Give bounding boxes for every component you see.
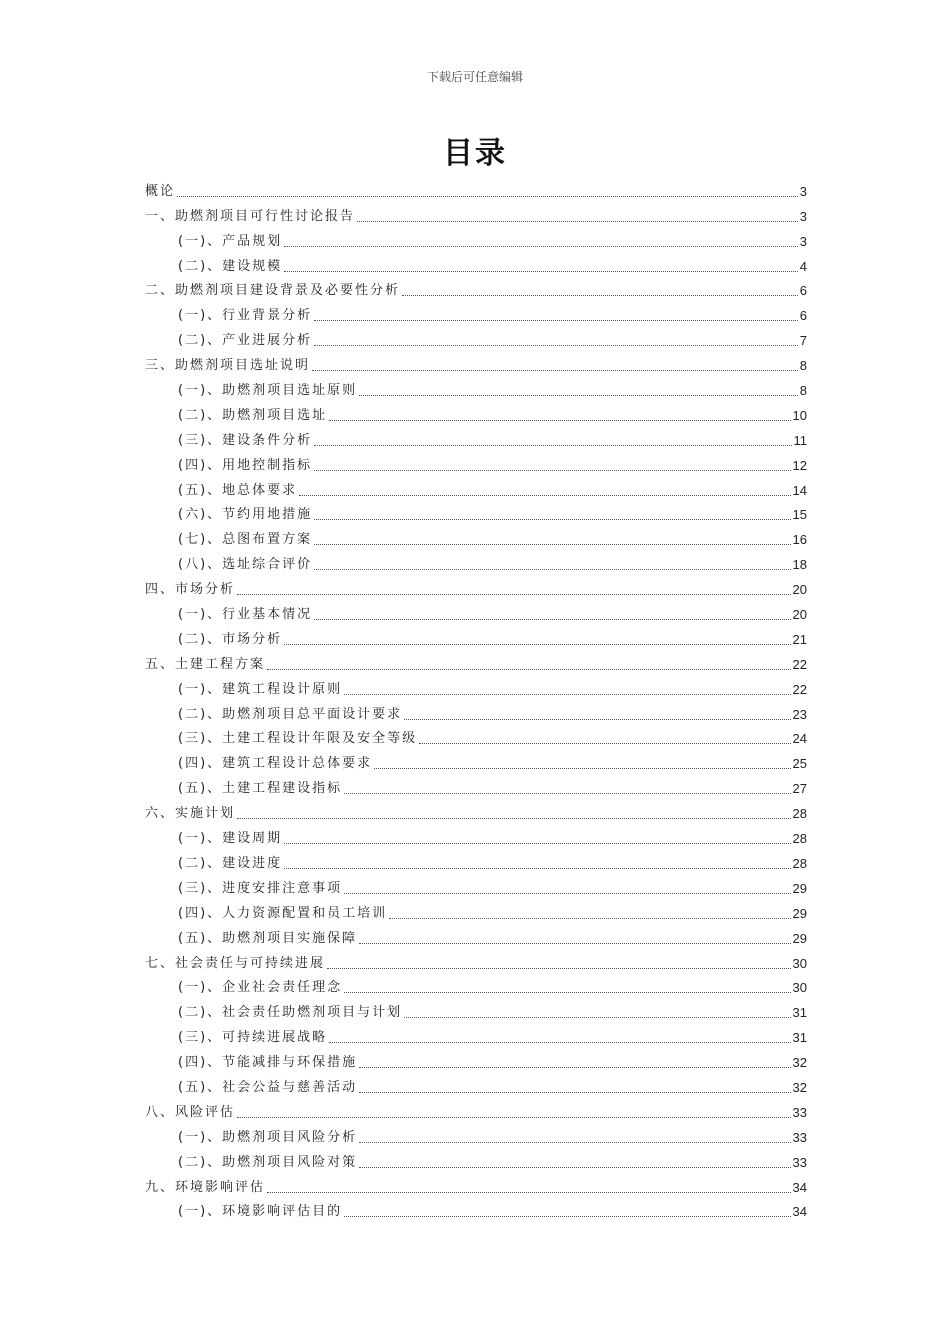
toc-dot-leader xyxy=(314,518,790,520)
toc-entry-page: 7 xyxy=(799,333,807,349)
toc-entry-label: (二)、助燃剂项目风险对策 xyxy=(178,1154,358,1170)
toc-entry-label: (二)、社会责任助燃剂项目与计划 xyxy=(178,1005,403,1021)
toc-entry-label: (一)、环境影响评估目的 xyxy=(178,1204,343,1220)
toc-entry[interactable] xyxy=(145,873,807,898)
toc-entry[interactable] xyxy=(145,549,807,574)
toc-entry-label: 五、土建工程方案 xyxy=(145,656,266,672)
toc-entry-label: (二)、助燃剂项目选址 xyxy=(178,407,328,423)
toc-dot-leader xyxy=(314,319,798,321)
toc-entry-page: 6 xyxy=(799,283,807,299)
toc-entry-page: 34 xyxy=(792,1204,807,1220)
toc-dot-leader xyxy=(344,991,790,993)
toc-entry-page: 32 xyxy=(792,1055,807,1071)
toc-entry-label: (一)、行业基本情况 xyxy=(178,607,313,623)
toc-entry-label: (一)、助燃剂项目选址原则 xyxy=(178,383,358,399)
toc-entry[interactable] xyxy=(145,923,807,948)
toc-entry[interactable] xyxy=(145,973,807,998)
toc-dot-leader xyxy=(284,842,790,844)
toc-entry[interactable] xyxy=(145,325,807,350)
toc-entry-page: 3 xyxy=(799,208,807,224)
toc-dot-leader xyxy=(374,767,790,769)
toc-entry[interactable] xyxy=(145,773,807,798)
toc-entry-label: 九、环境影响评估 xyxy=(145,1179,266,1195)
toc-entry[interactable] xyxy=(145,748,807,773)
toc-dot-leader xyxy=(237,1116,791,1118)
toc-entry-page: 32 xyxy=(792,1079,807,1095)
toc-entry-label: (三)、土建工程设计年限及安全等级 xyxy=(178,731,418,747)
toc-dot-leader xyxy=(359,394,798,396)
toc-dot-leader xyxy=(314,618,790,620)
toc-entry-page: 30 xyxy=(792,955,807,971)
toc-entry-label: 概论 xyxy=(145,183,176,199)
toc-entry-label: (四)、用地控制指标 xyxy=(178,457,313,473)
toc-entry-label: (三)、可持续进展战略 xyxy=(178,1030,328,1046)
toc-entry-label: (一)、助燃剂项目风险分析 xyxy=(178,1129,358,1145)
toc-entry-page: 10 xyxy=(792,407,807,423)
toc-dot-leader xyxy=(177,195,798,197)
toc-entry-label: (五)、地总体要求 xyxy=(178,482,298,498)
toc-entry[interactable] xyxy=(145,823,807,848)
table-of-contents xyxy=(145,176,807,1221)
toc-dot-leader xyxy=(314,568,790,570)
toc-dot-leader xyxy=(314,469,790,471)
toc-entry-label: (一)、企业社会责任理念 xyxy=(178,980,343,996)
toc-dot-leader xyxy=(314,344,798,346)
toc-entry-page: 34 xyxy=(792,1179,807,1195)
toc-dot-leader xyxy=(299,494,790,496)
toc-entry-label: (一)、建设周期 xyxy=(178,831,283,847)
toc-entry[interactable] xyxy=(145,1147,807,1172)
page-title: 目录 xyxy=(443,136,507,171)
toc-dot-leader xyxy=(359,1141,790,1143)
toc-entry-page: 25 xyxy=(792,756,807,772)
toc-entry-page: 33 xyxy=(792,1154,807,1170)
toc-dot-leader xyxy=(389,917,790,919)
toc-dot-leader xyxy=(284,270,798,272)
toc-entry-page: 3 xyxy=(799,233,807,249)
toc-dot-leader xyxy=(312,369,798,371)
toc-entry-page: 16 xyxy=(792,532,807,548)
toc-dot-leader xyxy=(314,444,791,446)
toc-entry-label: (二)、产业进展分析 xyxy=(178,333,313,349)
toc-entry-page: 23 xyxy=(792,706,807,722)
toc-entry-page: 8 xyxy=(799,383,807,399)
toc-entry-label: (三)、建设条件分析 xyxy=(178,432,313,448)
toc-entry-page: 11 xyxy=(793,432,807,448)
toc-entry-page: 29 xyxy=(792,930,807,946)
toc-entry-page: 29 xyxy=(792,880,807,896)
toc-entry-page: 24 xyxy=(792,731,807,747)
toc-dot-leader xyxy=(344,693,790,695)
toc-dot-leader xyxy=(359,1166,790,1168)
toc-entry-label: (二)、建设进度 xyxy=(178,855,283,871)
toc-entry-label: (五)、社会公益与慈善活动 xyxy=(178,1079,358,1095)
toc-dot-leader xyxy=(359,942,790,944)
toc-entry-page: 20 xyxy=(792,607,807,623)
toc-entry[interactable] xyxy=(145,599,807,624)
toc-dot-leader xyxy=(327,967,791,969)
toc-dot-leader xyxy=(237,593,791,595)
header-note: 下载后可任意编辑 xyxy=(426,70,523,84)
toc-entry[interactable] xyxy=(145,350,807,375)
toc-dot-leader xyxy=(357,220,798,222)
toc-entry-page: 28 xyxy=(792,806,807,822)
toc-entry-label: (二)、助燃剂项目总平面设计要求 xyxy=(178,706,403,722)
toc-entry-label: (四)、人力资源配置和员工培训 xyxy=(178,905,388,921)
toc-entry[interactable] xyxy=(145,1047,807,1072)
toc-entry[interactable] xyxy=(145,997,807,1022)
toc-dot-leader xyxy=(344,792,790,794)
toc-entry[interactable] xyxy=(145,674,807,699)
toc-entry[interactable] xyxy=(145,400,807,425)
toc-dot-leader xyxy=(267,668,791,670)
toc-entry-page: 28 xyxy=(792,855,807,871)
toc-entry-page: 8 xyxy=(799,358,807,374)
toc-entry[interactable] xyxy=(145,1197,807,1222)
toc-entry[interactable] xyxy=(145,524,807,549)
toc-entry-label: (一)、建筑工程设计原则 xyxy=(178,681,343,697)
toc-entry-label: 四、市场分析 xyxy=(145,582,236,598)
toc-entry[interactable] xyxy=(145,649,807,674)
toc-entry-page: 31 xyxy=(792,1030,807,1046)
toc-dot-leader xyxy=(359,1091,790,1093)
toc-entry[interactable] xyxy=(145,798,807,823)
toc-dot-leader xyxy=(267,1191,791,1193)
toc-entry[interactable] xyxy=(145,848,807,873)
toc-entry-page: 21 xyxy=(792,631,807,647)
toc-entry-page: 28 xyxy=(792,831,807,847)
toc-entry-label: 七、社会责任与可持续进展 xyxy=(145,955,326,971)
toc-dot-leader xyxy=(284,643,790,645)
toc-entry[interactable] xyxy=(145,1172,807,1197)
toc-entry[interactable] xyxy=(145,1097,807,1122)
toc-entry-label: (四)、节能减排与环保措施 xyxy=(178,1055,358,1071)
toc-entry-page: 15 xyxy=(792,507,807,523)
toc-dot-leader xyxy=(419,742,790,744)
toc-entry[interactable] xyxy=(145,624,807,649)
toc-entry-label: (五)、助燃剂项目实施保障 xyxy=(178,930,358,946)
toc-entry[interactable] xyxy=(145,1022,807,1047)
toc-entry-page: 12 xyxy=(792,457,807,473)
toc-entry-page: 30 xyxy=(792,980,807,996)
toc-entry[interactable] xyxy=(145,300,807,325)
toc-dot-leader xyxy=(329,419,790,421)
toc-dot-leader xyxy=(314,543,790,545)
toc-entry-label: 三、助燃剂项目选址说明 xyxy=(145,358,311,374)
toc-dot-leader xyxy=(402,294,798,296)
toc-entry[interactable] xyxy=(145,475,807,500)
toc-entry[interactable] xyxy=(145,425,807,450)
toc-dot-leader xyxy=(404,718,790,720)
toc-entry-label: 八、风险评估 xyxy=(145,1104,236,1120)
toc-entry[interactable] xyxy=(145,375,807,400)
toc-dot-leader xyxy=(237,817,791,819)
toc-entry-page: 27 xyxy=(792,781,807,797)
toc-entry-label: (一)、产品规划 xyxy=(178,233,283,249)
toc-dot-leader xyxy=(404,1016,790,1018)
toc-dot-leader xyxy=(329,1041,790,1043)
toc-entry-label: (四)、建筑工程设计总体要求 xyxy=(178,756,373,772)
toc-entry[interactable] xyxy=(145,1072,807,1097)
toc-entry-label: (一)、行业背景分析 xyxy=(178,308,313,324)
toc-entry[interactable] xyxy=(145,500,807,525)
toc-entry-label: 六、实施计划 xyxy=(145,806,236,822)
toc-entry[interactable] xyxy=(145,201,807,226)
toc-entry[interactable] xyxy=(145,574,807,599)
toc-entry[interactable] xyxy=(145,1122,807,1147)
toc-entry-page: 4 xyxy=(799,258,807,274)
toc-entry[interactable] xyxy=(145,948,807,973)
toc-entry-page: 33 xyxy=(792,1104,807,1120)
toc-entry-label: (二)、建设规模 xyxy=(178,258,283,274)
toc-entry-label: (六)、节约用地措施 xyxy=(178,507,313,523)
toc-entry-label: (七)、总图布置方案 xyxy=(178,532,313,548)
toc-entry[interactable] xyxy=(145,898,807,923)
toc-entry[interactable] xyxy=(145,724,807,749)
toc-entry-page: 6 xyxy=(799,308,807,324)
toc-entry-label: (二)、市场分析 xyxy=(178,631,283,647)
toc-entry[interactable] xyxy=(145,226,807,251)
toc-entry-page: 22 xyxy=(792,681,807,697)
toc-entry-label: 二、助燃剂项目建设背景及必要性分析 xyxy=(145,283,401,299)
toc-entry[interactable] xyxy=(145,276,807,301)
toc-entry[interactable] xyxy=(145,699,807,724)
toc-dot-leader xyxy=(359,1066,790,1068)
toc-entry-page: 14 xyxy=(792,482,807,498)
toc-entry-page: 18 xyxy=(792,557,807,573)
toc-dot-leader xyxy=(284,867,790,869)
toc-entry-page: 22 xyxy=(792,656,807,672)
toc-dot-leader xyxy=(344,892,790,894)
toc-entry[interactable] xyxy=(145,251,807,276)
toc-entry-page: 33 xyxy=(792,1129,807,1145)
toc-entry-page: 3 xyxy=(799,183,807,199)
toc-dot-leader xyxy=(344,1215,790,1217)
toc-entry[interactable] xyxy=(145,450,807,475)
toc-entry-page: 31 xyxy=(792,1005,807,1021)
toc-dot-leader xyxy=(284,245,798,247)
toc-entry-page: 29 xyxy=(792,905,807,921)
toc-entry-label: 一、助燃剂项目可行性讨论报告 xyxy=(145,208,356,224)
toc-entry-label: (三)、进度安排注意事项 xyxy=(178,880,343,896)
toc-entry-page: 20 xyxy=(792,582,807,598)
toc-entry[interactable] xyxy=(145,176,807,201)
toc-entry-label: (五)、土建工程建设指标 xyxy=(178,781,343,797)
toc-entry-label: (八)、选址综合评价 xyxy=(178,557,313,573)
